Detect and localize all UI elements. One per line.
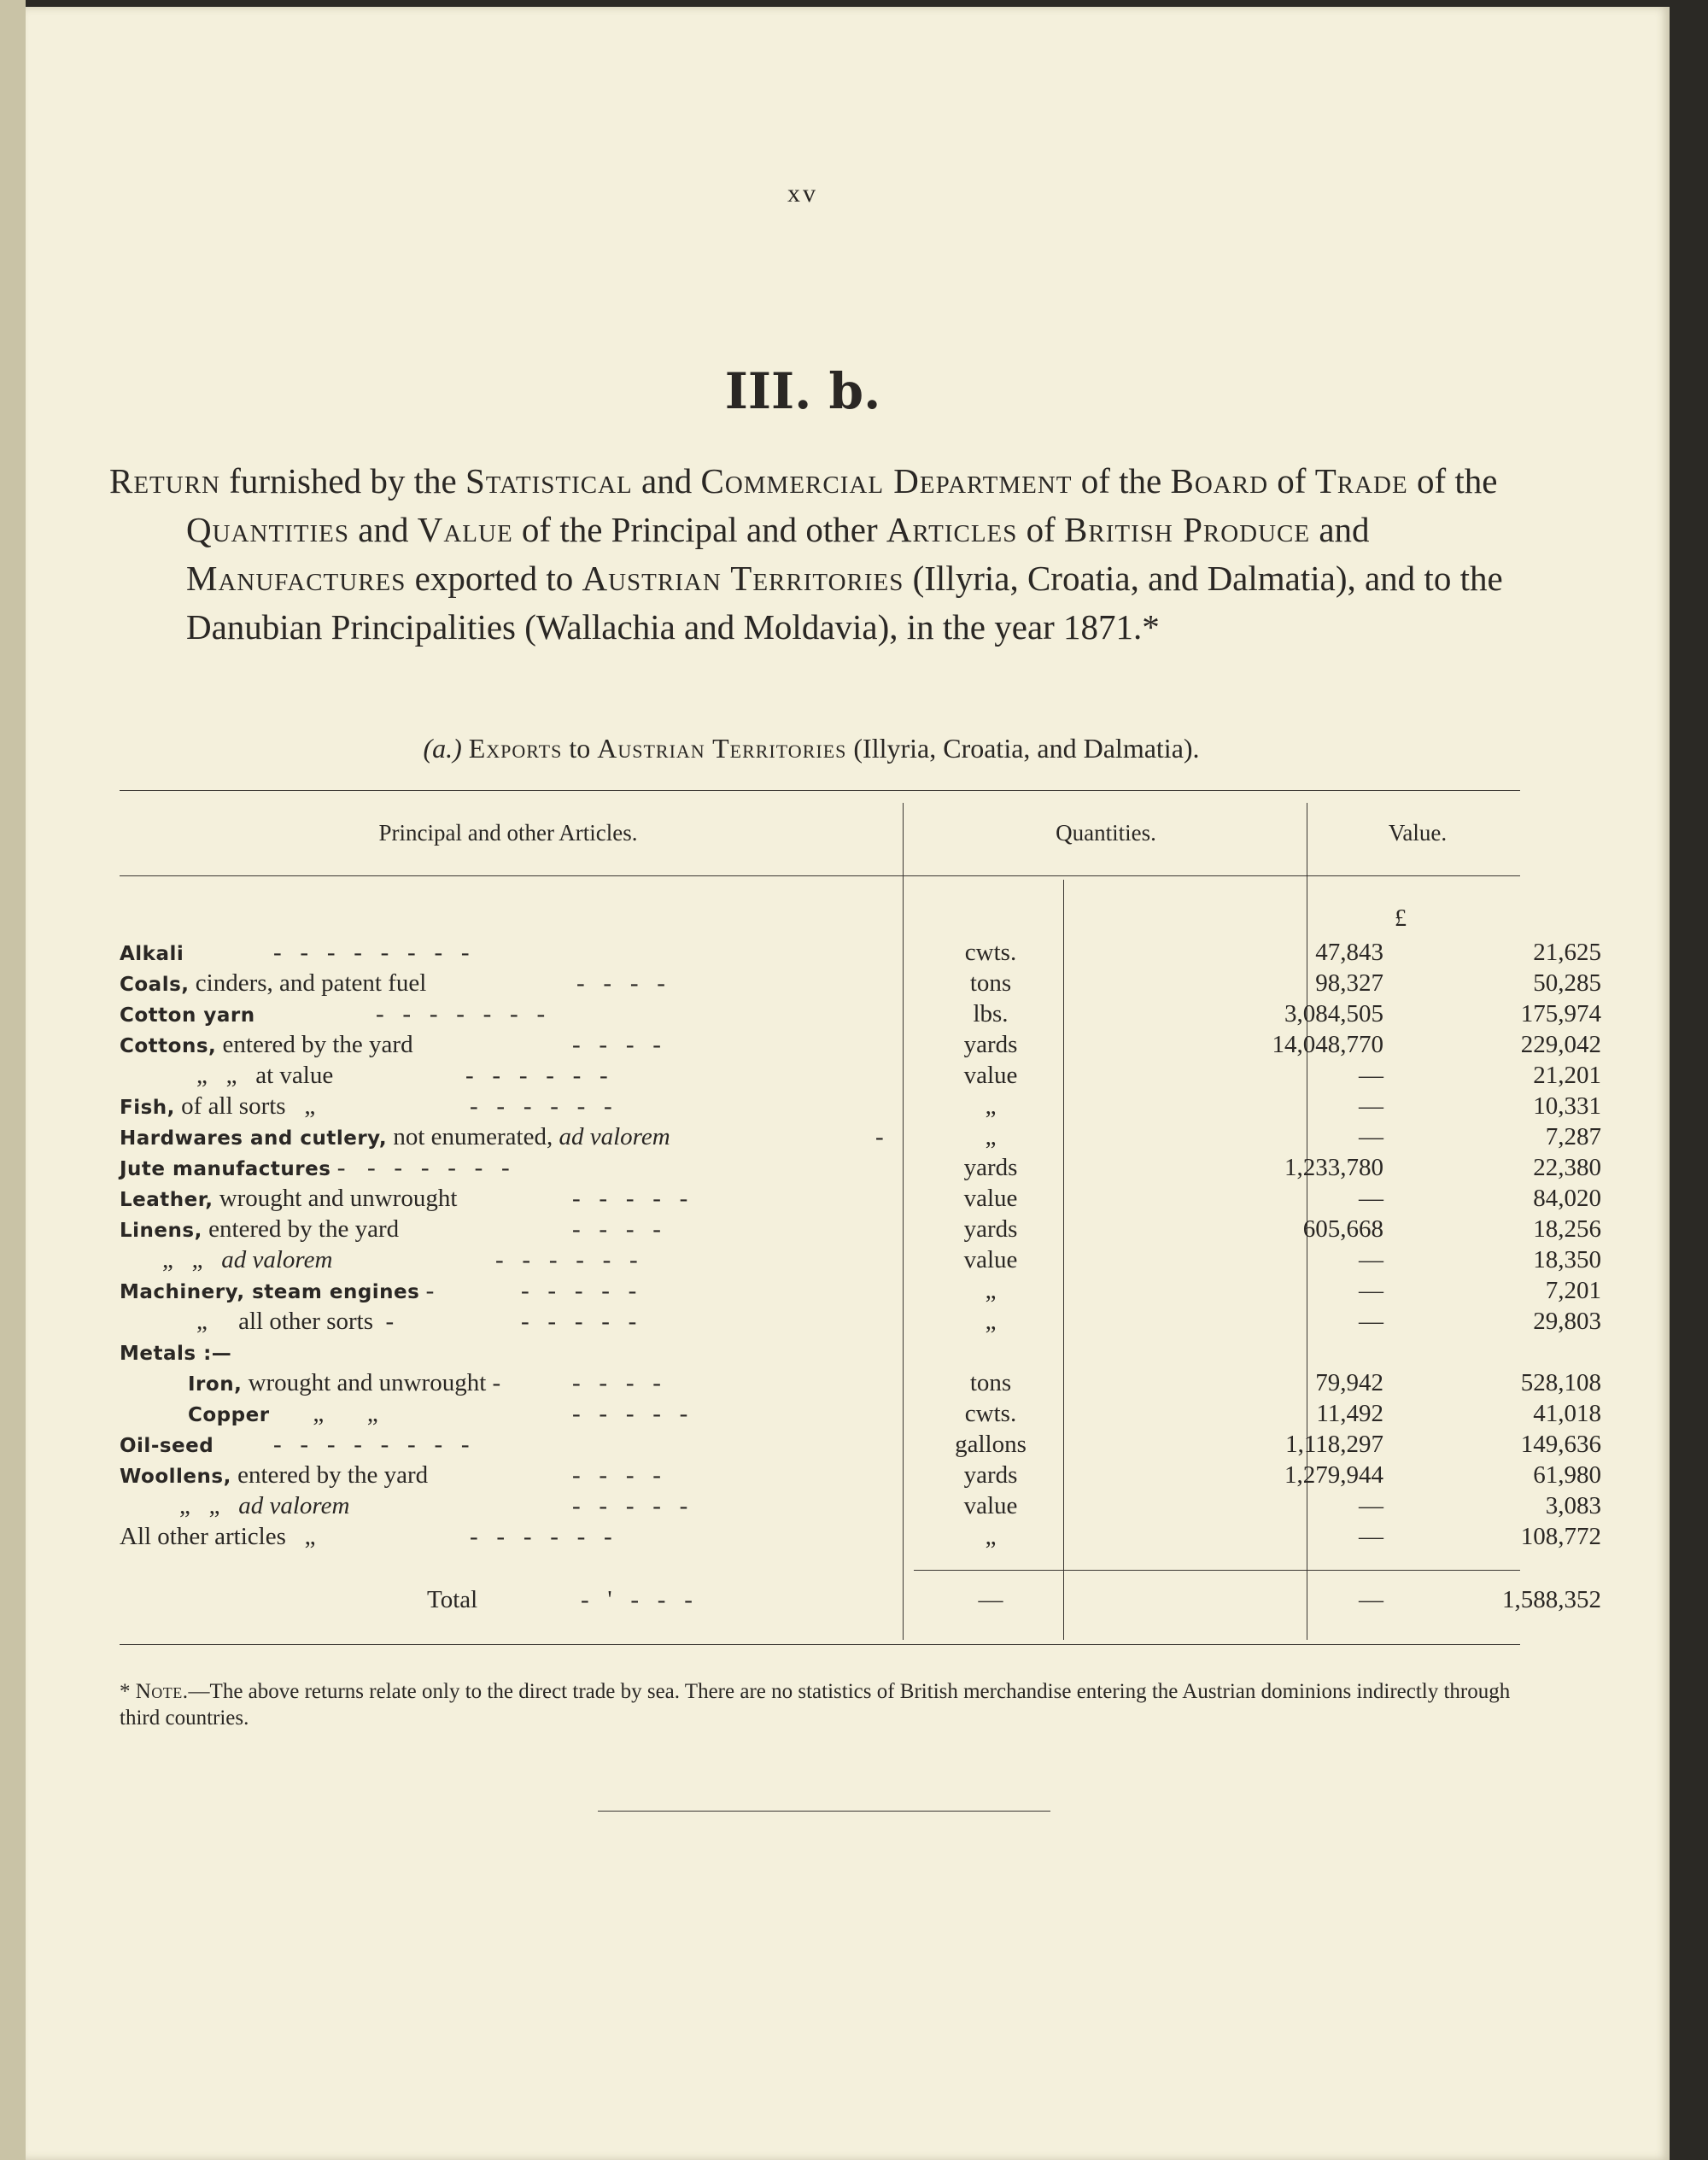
total-quantity: — xyxy=(1359,1586,1383,1613)
page-edge-left xyxy=(0,0,26,2160)
leader-dashes: - - - - - xyxy=(572,1492,688,1519)
article-name-bold: Iron, xyxy=(188,1373,243,1396)
value-cell: 84,020 xyxy=(1533,1185,1601,1212)
quantity-cell: — xyxy=(1359,1523,1383,1550)
table-row xyxy=(120,968,1601,998)
subheading-exports: Exports xyxy=(468,733,563,764)
quantity-cell: 11,492 xyxy=(1316,1400,1383,1427)
article-name-text: - xyxy=(419,1277,435,1304)
value-cell: 149,636 xyxy=(1520,1431,1601,1458)
unit-cell: value xyxy=(963,1062,1018,1089)
table-row xyxy=(120,1183,1601,1214)
value-cell: 3,083 xyxy=(1545,1492,1601,1519)
table-row xyxy=(120,1214,1601,1244)
article-name-bold: Woollens, xyxy=(120,1466,231,1488)
intro-text-6: and xyxy=(349,510,418,549)
quantity-cell: — xyxy=(1359,1277,1383,1304)
article-name-text: „ „ at value xyxy=(196,1062,334,1089)
article-name-text: „ „ xyxy=(269,1400,378,1427)
total-dashes: - ' - - - xyxy=(581,1586,693,1613)
unit-cell: „ xyxy=(985,1308,997,1335)
column-header-articles: Principal and other Articles. xyxy=(378,820,638,846)
intro-paragraph xyxy=(109,457,1518,652)
unit-cell: cwts. xyxy=(964,1400,1017,1427)
unit-cell: value xyxy=(963,1185,1018,1212)
total-row xyxy=(120,1584,1601,1615)
article-name xyxy=(120,937,888,969)
page-number: xv xyxy=(787,179,818,208)
table-row xyxy=(120,1337,1520,1367)
total-unit: — xyxy=(978,1586,1003,1613)
leader-dashes: - - - - - - - - xyxy=(273,1431,470,1458)
intro-articles: Articles xyxy=(886,510,1018,549)
section-title: III. b. xyxy=(724,362,881,420)
article-name xyxy=(120,968,888,1000)
quantity-cell: 98,327 xyxy=(1315,969,1383,997)
article-name-bold: Jute manufactures xyxy=(120,1158,331,1180)
article-name-italic: ad valorem xyxy=(221,1246,333,1273)
article-name xyxy=(179,1490,948,1521)
quantity-cell: 1,233,780 xyxy=(1284,1154,1383,1181)
quantity-cell: 79,942 xyxy=(1315,1369,1383,1396)
leader-dashes: - - - - xyxy=(572,1369,661,1396)
table-row xyxy=(120,1244,1601,1275)
table-row xyxy=(120,1121,1601,1152)
unit-cell: yards xyxy=(963,1215,1018,1243)
table-row xyxy=(120,998,1601,1029)
article-name-bold: Leather, xyxy=(120,1189,214,1211)
table-row xyxy=(120,1398,1601,1429)
article-name-text: „ „ xyxy=(179,1492,239,1519)
footnote-text: —The above returns relate only to the direct trade by sea. There are no statistics of British merchandise entering the Austrian dominions indirectly through third countries. xyxy=(120,1680,1511,1730)
total-rule xyxy=(914,1570,1520,1571)
currency-symbol: £ xyxy=(1395,905,1407,932)
leader-dashes: - - - - - - xyxy=(367,1154,510,1181)
value-cell: 18,350 xyxy=(1533,1246,1601,1273)
intro-british-produce: British Produce xyxy=(1064,510,1311,549)
intro-text-8: of xyxy=(1017,510,1065,549)
footnote-note-label: Note. xyxy=(135,1680,189,1703)
article-name-text: „ „ xyxy=(162,1246,222,1273)
unit-cell: cwts. xyxy=(964,939,1017,966)
leader-dashes: - - - - xyxy=(572,1031,661,1058)
article-name-text: wrought and unwrought - xyxy=(242,1369,501,1396)
value-cell: 21,625 xyxy=(1533,939,1601,966)
leader-dashes: - - - - - - xyxy=(465,1062,608,1089)
quantity-cell: 1,118,297 xyxy=(1285,1431,1383,1458)
intro-text-10: exported to xyxy=(406,559,582,598)
value-cell: 7,287 xyxy=(1545,1123,1601,1150)
subheading-austrian-territories: Austrian Territories xyxy=(597,733,847,764)
article-name-italic: ad valorem xyxy=(559,1123,670,1150)
value-cell: 50,285 xyxy=(1533,969,1601,997)
article-name-text: All other articles „ xyxy=(120,1523,316,1550)
leader-dashes: - - - - - - - - xyxy=(273,939,470,966)
article-name-bold: Linens, xyxy=(120,1220,202,1242)
leader-dashes: - - - - - - xyxy=(495,1246,638,1273)
value-cell: 22,380 xyxy=(1533,1154,1601,1181)
quantity-cell: — xyxy=(1359,1246,1383,1273)
table-subheading xyxy=(0,733,1623,764)
leader-dashes: - - - - - - - xyxy=(376,1000,546,1027)
intro-return-word: Return xyxy=(109,461,221,500)
article-name-bold: Copper xyxy=(188,1404,270,1426)
intro-austrian-territories: Austrian Territories xyxy=(582,559,904,598)
article-name-text: „ all other sorts - xyxy=(196,1308,395,1335)
leader-dashes: - - - - xyxy=(572,1461,661,1489)
article-name xyxy=(120,1275,888,1308)
article-name-bold: Cottons, xyxy=(120,1035,217,1057)
table-row xyxy=(120,1060,1601,1091)
intro-statistical: Statistical xyxy=(465,461,633,500)
article-name-italic: ad valorem xyxy=(238,1492,350,1519)
article-name-text: of all sorts „ xyxy=(174,1092,316,1120)
article-name xyxy=(120,1337,888,1369)
intro-manufactures: Manufactures xyxy=(186,559,407,598)
table-row xyxy=(120,1029,1601,1060)
unit-cell: gallons xyxy=(955,1431,1027,1458)
intro-text-3: of the xyxy=(1072,461,1171,500)
quantity-cell: — xyxy=(1359,1308,1383,1335)
unit-cell: yards xyxy=(963,1461,1018,1489)
leader-dashes: - - - - - - xyxy=(470,1092,612,1120)
intro-commercial-department: Commercial Department xyxy=(700,461,1073,500)
quantity-cell: — xyxy=(1359,1092,1383,1120)
intro-text-5: of the xyxy=(1407,461,1498,500)
quantity-cell: 3,084,505 xyxy=(1284,1000,1383,1027)
quantity-cell: 605,668 xyxy=(1302,1215,1383,1243)
unit-cell: „ xyxy=(985,1123,997,1150)
value-cell: 41,018 xyxy=(1533,1400,1601,1427)
total-label: Total xyxy=(427,1586,478,1613)
intro-board: Board xyxy=(1170,461,1269,500)
article-name-text: entered by the yard xyxy=(216,1031,413,1058)
unit-cell: „ xyxy=(985,1523,997,1550)
article-name xyxy=(120,1029,888,1062)
quantity-cell: — xyxy=(1359,1185,1383,1212)
leader-dashes: - - - - - xyxy=(572,1185,688,1212)
subheading-letter: (a.) xyxy=(423,733,462,764)
table-row xyxy=(120,1306,1601,1337)
table-row xyxy=(120,1429,1601,1460)
article-name xyxy=(120,1121,888,1154)
intro-text-2: and xyxy=(632,461,701,500)
table-row xyxy=(120,1460,1601,1490)
value-cell: 61,980 xyxy=(1533,1461,1601,1489)
value-cell: 10,331 xyxy=(1533,1092,1601,1120)
leader-dashes: - xyxy=(875,1123,884,1150)
quantity-cell: — xyxy=(1359,1492,1383,1519)
leader-dashes: - - - - - - xyxy=(470,1523,612,1550)
table-bottom-rule xyxy=(120,1644,1520,1645)
unit-cell: value xyxy=(963,1492,1018,1519)
table-row xyxy=(120,937,1601,968)
table-top-rule xyxy=(120,790,1520,791)
column-header-quantities: Quantities. xyxy=(1056,820,1156,846)
article-name-bold: Alkali xyxy=(120,943,184,965)
footnote-mark: * xyxy=(120,1680,136,1703)
subheading-rest: (Illyria, Croatia, and Dalmatia). xyxy=(846,733,1200,764)
total-value: 1,588,352 xyxy=(1502,1586,1601,1613)
intro-trade: Trade xyxy=(1314,461,1408,500)
intro-text-7: of the Principal and other xyxy=(512,510,886,549)
table-row xyxy=(120,1490,1601,1521)
article-name-text: entered by the yard xyxy=(202,1215,400,1243)
article-name-bold: Coals, xyxy=(120,974,190,996)
leader-dashes: - - - - - xyxy=(521,1308,637,1335)
article-name xyxy=(120,1183,888,1215)
table-header-rule xyxy=(120,875,1520,876)
quantity-cell: 14,048,770 xyxy=(1272,1031,1383,1058)
article-name-bold: Machinery, steam engines xyxy=(120,1281,420,1303)
article-name-bold: Fish, xyxy=(120,1097,175,1119)
intro-quantities: Quantities xyxy=(186,510,350,549)
article-name-bold: Oil-seed xyxy=(120,1435,214,1457)
unit-cell: yards xyxy=(963,1154,1018,1181)
intro-text-1: furnished by the xyxy=(220,461,465,500)
footnote xyxy=(120,1678,1537,1731)
value-cell: 229,042 xyxy=(1520,1031,1601,1058)
table-row xyxy=(120,1367,1601,1398)
value-cell: 7,201 xyxy=(1545,1277,1601,1304)
unit-cell: „ xyxy=(985,1092,997,1120)
table-row xyxy=(120,1091,1601,1121)
quantity-cell: 47,843 xyxy=(1315,939,1383,966)
article-name-text: entered by the yard xyxy=(231,1461,429,1489)
unit-cell: lbs. xyxy=(973,1000,1009,1027)
article-name-bold: Hardwares and cutlery, xyxy=(120,1127,388,1150)
quantity-cell: 1,279,944 xyxy=(1284,1461,1383,1489)
unit-cell: „ xyxy=(985,1277,997,1304)
article-name xyxy=(120,1214,888,1246)
value-cell: 175,974 xyxy=(1520,1000,1601,1027)
leader-dashes: - - - - xyxy=(576,969,665,997)
unit-cell: value xyxy=(963,1246,1018,1273)
column-header-value: Value. xyxy=(1388,820,1448,846)
value-cell: 29,803 xyxy=(1533,1308,1601,1335)
table-row xyxy=(120,1152,1601,1183)
leader-dashes: - - - - xyxy=(572,1215,661,1243)
value-cell: 18,256 xyxy=(1533,1215,1601,1243)
intro-text-4: of xyxy=(1268,461,1315,500)
quantity-cell: — xyxy=(1359,1123,1383,1150)
intro-text-11: (Illyria, Croatia, and Dalmatia), and to the Danubian Principalities (Wallachia and Moldavia), in the year 1871.* xyxy=(186,559,1503,647)
unit-cell: yards xyxy=(963,1031,1018,1058)
article-name xyxy=(120,1460,888,1492)
article-name-text: - xyxy=(330,1154,346,1181)
unit-cell: tons xyxy=(969,969,1012,997)
quantity-cell: — xyxy=(1359,1062,1383,1089)
article-name-text: cinders, and patent fuel xyxy=(189,969,427,997)
value-cell: 108,772 xyxy=(1520,1523,1601,1550)
value-cell: 21,201 xyxy=(1533,1062,1601,1089)
article-name-bold: Cotton yarn xyxy=(120,1004,255,1027)
article-name xyxy=(120,1429,888,1461)
article-name-text: not enumerated, xyxy=(387,1123,559,1150)
table-row xyxy=(120,1275,1601,1306)
unit-cell: tons xyxy=(969,1369,1012,1396)
subheading-to: to xyxy=(562,733,598,764)
article-name-bold: Metals :— xyxy=(120,1343,232,1365)
intro-value: Value xyxy=(417,510,513,549)
leader-dashes: - - - - - xyxy=(572,1400,688,1427)
table-row xyxy=(120,1521,1601,1552)
value-cell: 528,108 xyxy=(1520,1369,1601,1396)
intro-text-9: and xyxy=(1310,510,1370,549)
leader-dashes: - - - - - xyxy=(521,1277,637,1304)
article-name-text: wrought and unwrought xyxy=(213,1185,458,1212)
end-rule xyxy=(598,1811,1050,1812)
